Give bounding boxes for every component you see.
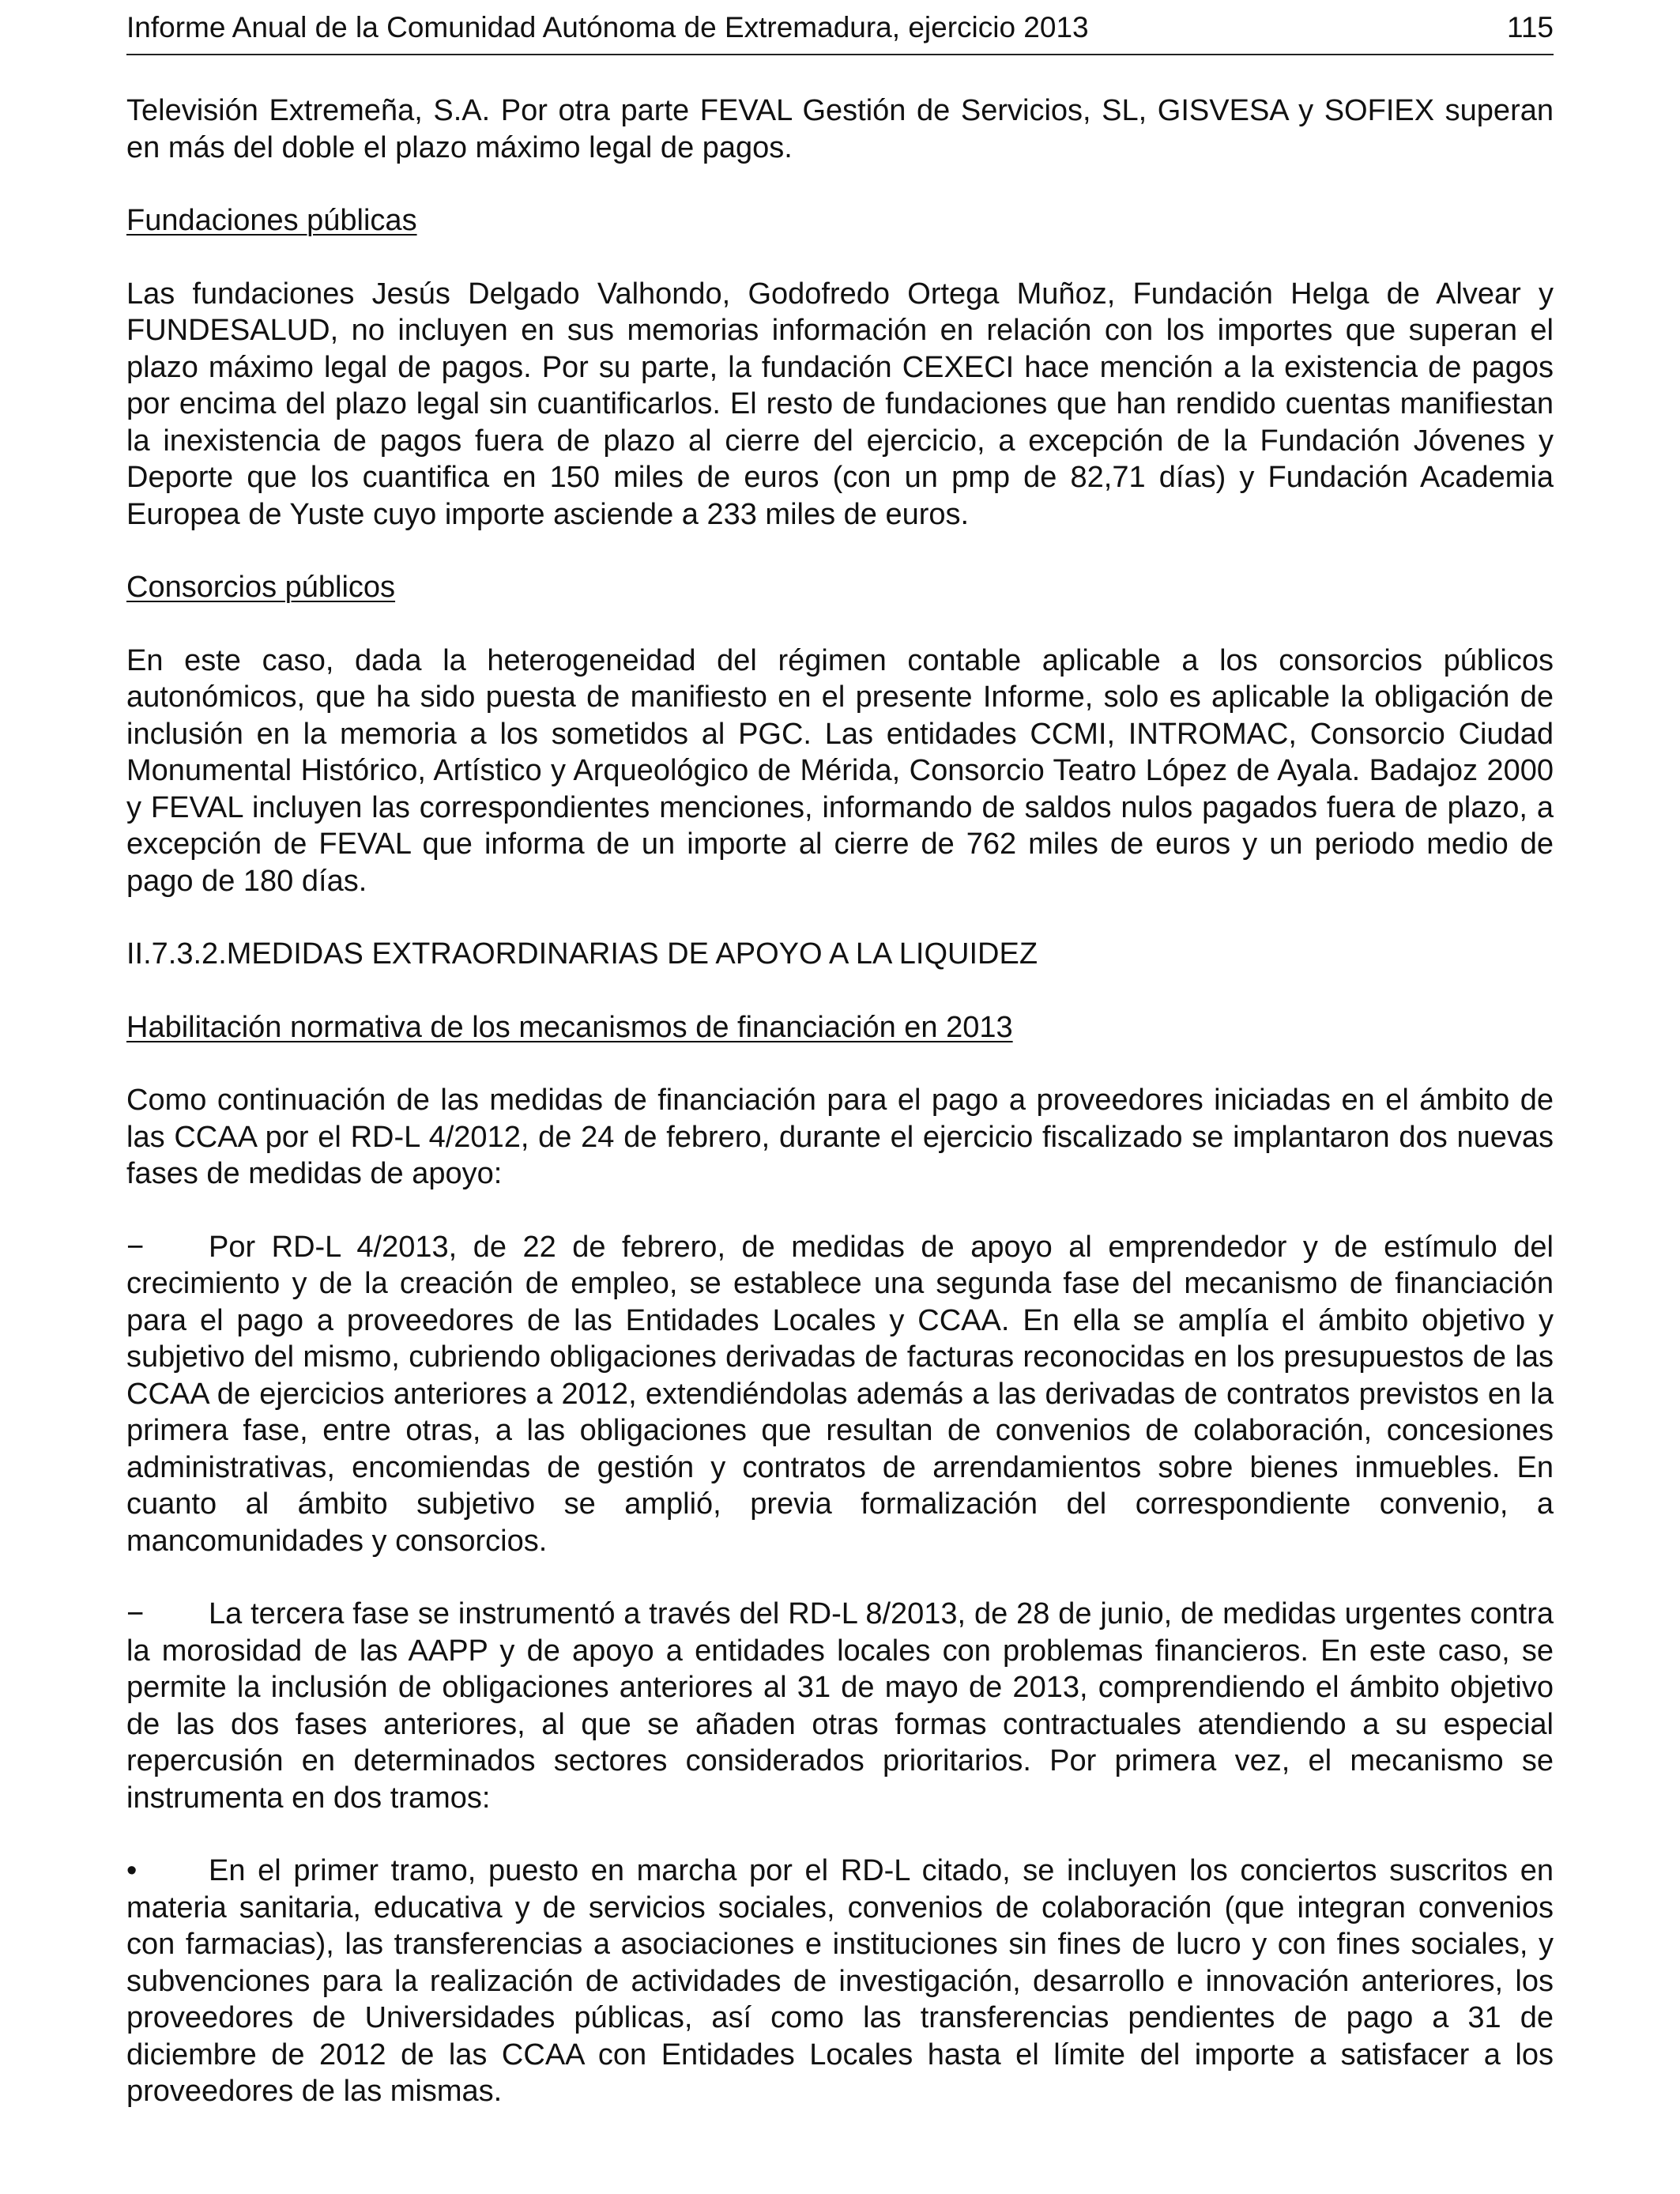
habilitacion-heading: Habilitación normativa de los mecanismos de financiación en 2013 xyxy=(126,1010,1013,1044)
dash-marker: − xyxy=(126,1230,145,1264)
bullet-item xyxy=(126,1853,1554,2110)
bullet-marker: • xyxy=(126,1854,137,1887)
list-item xyxy=(126,1596,1554,1816)
section-heading: II.7.3.2.MEDIDAS EXTRAORDINARIAS DE APOYO A LA LIQUIDEZ xyxy=(126,937,1038,971)
consorcios-paragraph: En este caso, dada la heterogeneidad del régimen contable aplicable a los consorcios públicos autonómicos, que ha sido puesta de manifiesto en el presente Informe, solo es aplicable la obligación de inclusión en la memoria a los sometidos al PGC. Las entidades CCMI, INTROMAC, Consorcio Ciudad Monumental Histórico, Artístico y Arqueológico de Mérida, Consorcio Teatro López de Ayala. Badajoz 2000 y FEVAL incluyen las correspondientes menciones, informando de saldos nulos pagados fuera de plazo, a excepción de FEVAL que informa de un importe al cierre de 762 miles de euros y un periodo medio de pago de 180 días. xyxy=(126,643,1554,898)
page-number: 115 xyxy=(1507,11,1554,43)
bullet-item-text: En el primer tramo, puesto en marcha por el RD-L citado, se incluyen los conciertos suscritos en materia sanitaria, educativa y de servicios sociales, convenios de colaboración (que integran convenios con farmacias), las transferencias a asociaciones e instituciones sin fines de lucro y con fines sociales, y subvenciones para la realización de actividades de investigación, desarrollo e innovación anteriores, los proveedores de Universidades públicas, así como las transferencias pendientes de pago a 31 de diciembre de 2012 de las CCAA con Entidades Locales hasta el límite del importe a satisfacer a los proveedores de las mismas. xyxy=(126,1854,1554,2108)
list-item xyxy=(126,1229,1554,1560)
intro-paragraph: Televisión Extremeña, S.A. Por otra parte FEVAL Gestión de Servicios, SL, GISVESA y SOFIEX superan en más del doble el plazo máximo legal de pagos. xyxy=(126,94,1554,164)
list-item-text: La tercera fase se instrumentó a través del RD-L 8/2013, de 28 de junio, de medidas urgentes contra la morosidad de las AAPP y de apoyo a entidades locales con problemas financieros. En este caso, se permite la inclusión de obligaciones anteriores al 31 de mayo de 2013, comprendiendo el ámbito objetivo de las dos fases anteriores, al que se añaden otras formas contractuales atendiendo a su especial repercusión en determinados sectores considerados prioritarios. Por primera vez, el mecanismo se instrumenta en dos tramos: xyxy=(126,1597,1554,1815)
consorcios-heading: Consorcios públicos xyxy=(126,571,396,604)
habilitacion-paragraph: Como continuación de las medidas de financiación para el pago a proveedores iniciadas en el ámbito de las CCAA por el RD-L 4/2012, de 24 de febrero, durante el ejercicio fiscalizado se implantaron dos nuevas fases de medidas de apoyo: xyxy=(126,1084,1554,1190)
header-title: Informe Anual de la Comunidad Autónoma de Extremadura, ejercicio 2013 xyxy=(126,11,1089,43)
page-content xyxy=(126,92,1554,2110)
fundaciones-heading: Fundaciones públicas xyxy=(126,204,417,237)
document-page xyxy=(126,0,1554,2147)
fundaciones-paragraph: Las fundaciones Jesús Delgado Valhondo, Godofredo Ortega Muñoz, Fundación Helga de Alvear y FUNDESALUD, no incluyen en sus memorias información en relación con los importes que superan el plazo máximo legal de pagos. Por su parte, la fundación CEXECI hace mención a la existencia de pagos por encima del plazo legal sin cuantificarlos. El resto de fundaciones que han rendido cuentas manifiestan la inexistencia de pagos fuera de plazo al cierre del ejercicio, a excepción de la Fundación Jóvenes y Deporte que los cuantifica en 150 miles de euros (con un pmp de 82,71 días) y Fundación Academia Europea de Yuste cuyo importe asciende a 233 miles de euros. xyxy=(126,277,1554,531)
list-item-text: Por RD-L 4/2013, de 22 de febrero, de medidas de apoyo al emprendedor y de estímulo del crecimiento y de la creación de empleo, se establece una segunda fase del mecanismo de financiación para el pago a proveedores de las Entidades Locales y CCAA. En ella se amplía el ámbito objetivo y subjetivo del mismo, cubriendo obligaciones derivadas de facturas reconocidas en los presupuestos de las CCAA de ejercicios anteriores a 2012, extendiéndolas además a las derivadas de contratos previstos en la primera fase, entre otras, a las obligaciones que resultan de convenios de colaboración, concesiones administrativas, encomiendas de gestión y contratos de arrendamientos sobre bienes inmuebles. En cuanto al ámbito subjetivo se amplió, previa formalización del correspondiente convenio, a mancomunidades y consorcios. xyxy=(126,1230,1554,1558)
page-header xyxy=(126,5,1554,55)
dash-marker: − xyxy=(126,1597,145,1630)
